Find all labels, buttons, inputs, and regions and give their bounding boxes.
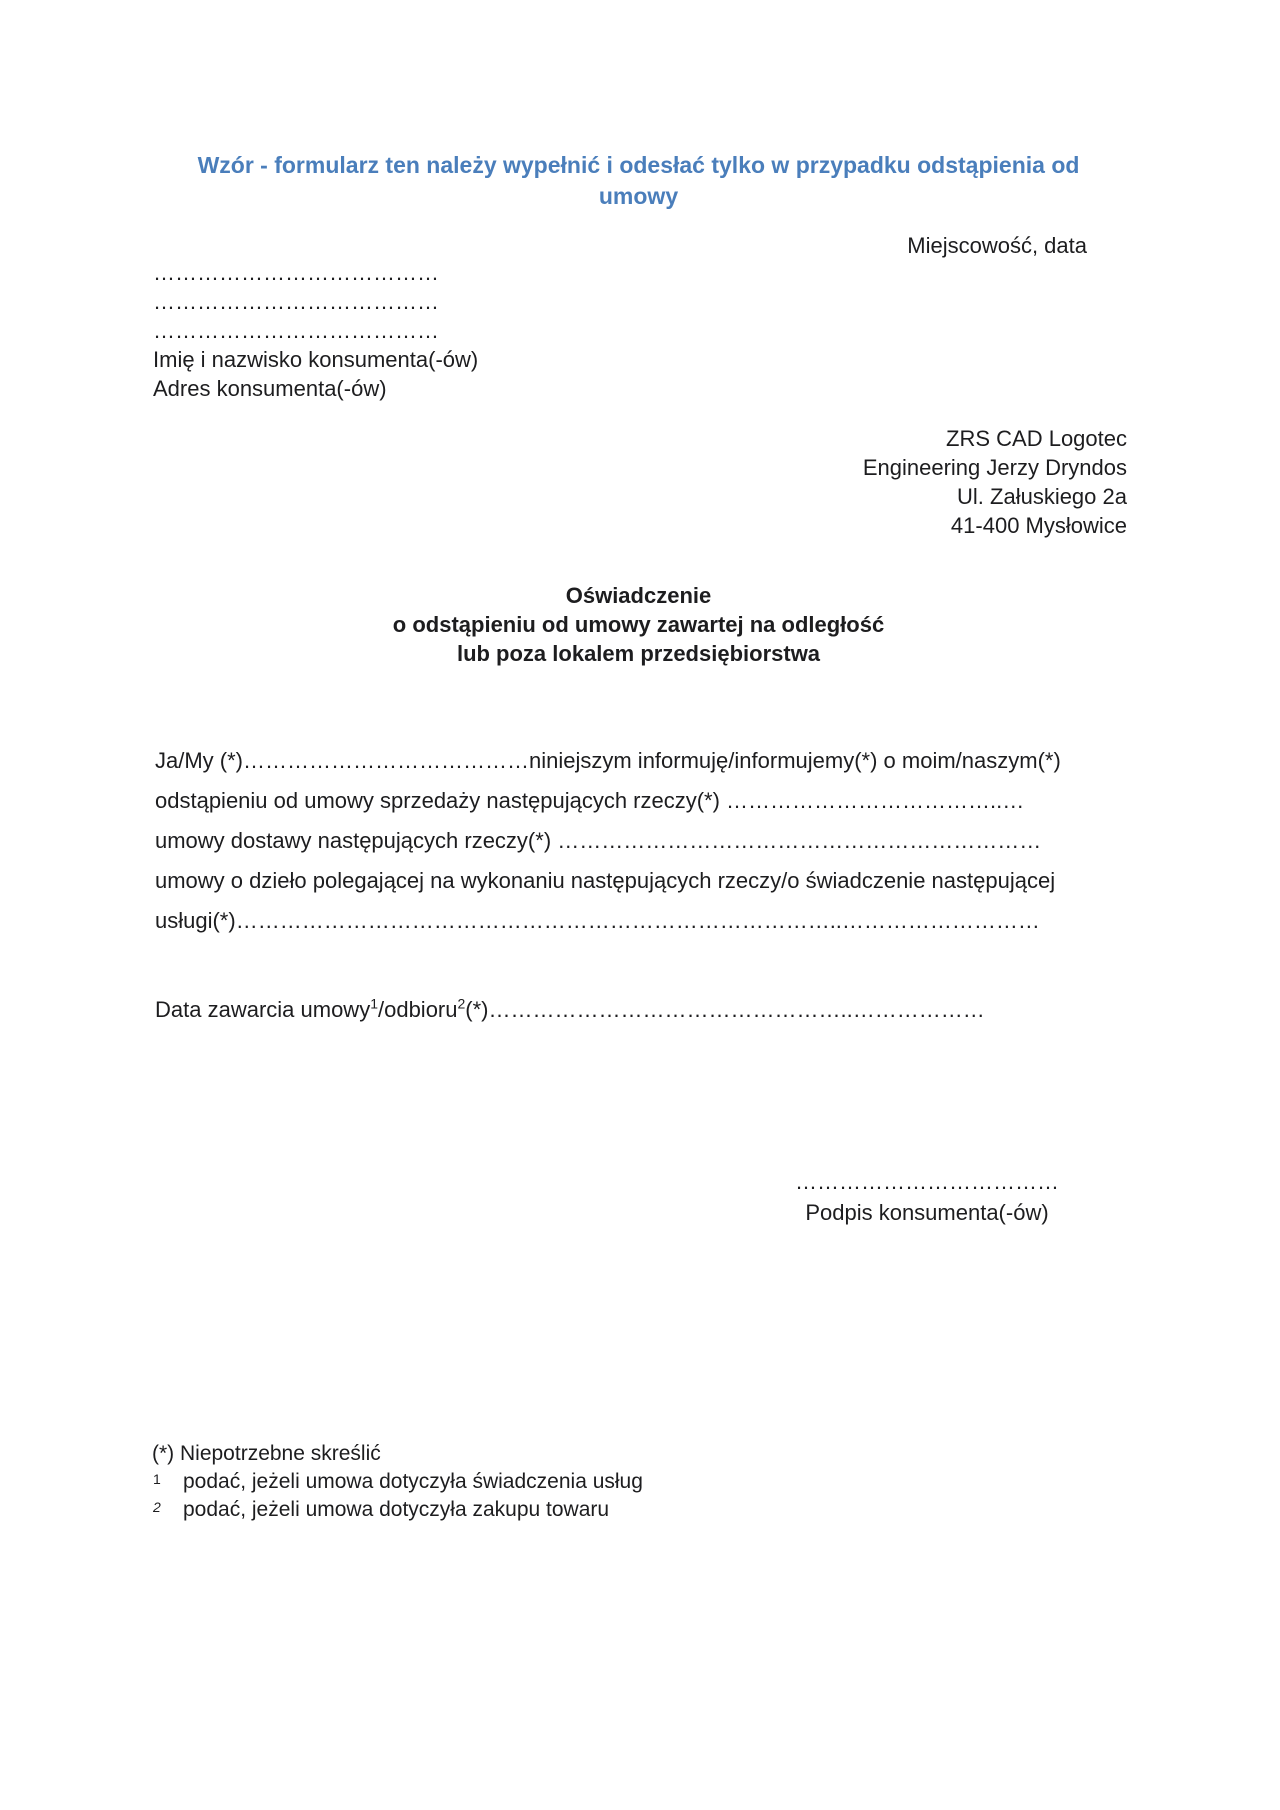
footnote-1-text: podać, jeżeli umowa dotyczyła świadczenia usług bbox=[183, 1470, 643, 1493]
addressee-city: 41-400 Mysłowice bbox=[950, 513, 1127, 538]
footnote-asterisk: (*) Niepotrzebne skreślić bbox=[152, 1442, 381, 1465]
footnote-1-marker: 1 bbox=[153, 1471, 161, 1487]
document-title-line-1: Wzór - formularz ten należy wypełnić i odesłać tylko w przypadku odstąpienia od bbox=[197, 152, 1080, 178]
statement-body-line-5: usługi(*)………………………………………………………………………..……………………… bbox=[155, 908, 1040, 933]
footnote-2 bbox=[152, 1496, 643, 1524]
consumer-dotted-line: ………………………………… bbox=[153, 318, 439, 343]
statement-body-line-1: Ja/My (*)…………………………………niniejszym informuję/informujemy(*) o moim/naszym(*) bbox=[155, 748, 1061, 773]
footnote-2-text: podać, jeżeli umowa dotyczyła zakupu towaru bbox=[183, 1498, 610, 1521]
footnotes bbox=[152, 1440, 643, 1524]
document-title-line-2: umowy bbox=[598, 183, 679, 209]
footnote-2-marker: 2 bbox=[153, 1499, 161, 1515]
consumer-dotted-line: ………………………………… bbox=[153, 289, 439, 314]
signature-block bbox=[761, 1166, 1093, 1228]
consumer-dotted-line: ………………………………… bbox=[153, 260, 439, 285]
consumer-name-label: Imię i nazwisko konsumenta(-ów) bbox=[153, 347, 479, 372]
consumer-address-label: Adres konsumenta(-ów) bbox=[153, 376, 387, 401]
statement-body-line-4: umowy o dzieło polegającej na wykonaniu następujących rzeczy/o świadczenie następującej bbox=[155, 868, 1056, 893]
addressee-street: Ul. Załuskiego 2a bbox=[957, 484, 1127, 509]
place-date-label: Miejscowość, data bbox=[907, 233, 1087, 258]
statement-heading bbox=[155, 581, 1122, 668]
contract-date-mid: /odbioru bbox=[377, 997, 458, 1022]
signature-label: Podpis konsumenta(-ów) bbox=[805, 1200, 1049, 1225]
statement-heading-line-2: o odstąpieniu od umowy zawartej na odległość bbox=[392, 612, 885, 637]
statement-heading-line-3: lub poza lokalem przedsiębiorstwa bbox=[456, 641, 821, 666]
footnote-ref-2: 2 bbox=[457, 995, 466, 1012]
footnote-1 bbox=[152, 1468, 643, 1496]
addressee-company-line-1: ZRS CAD Logotec bbox=[946, 426, 1127, 451]
statement-body-line-2: odstąpieniu od umowy sprzedaży następujących rzeczy(*) ………………………………..… bbox=[155, 788, 1025, 813]
addressee-block bbox=[863, 424, 1127, 540]
statement-body bbox=[155, 741, 1145, 941]
contract-date-prefix: Data zawarcia umowy bbox=[155, 997, 371, 1022]
statement-body-line-3: umowy dostawy następujących rzeczy(*) ………………………………………………………… bbox=[155, 828, 1042, 853]
footnote-ref-1: 1 bbox=[370, 995, 378, 1012]
contract-date-line bbox=[155, 990, 985, 1030]
consumer-block bbox=[153, 258, 478, 403]
signature-dotted-line: ……………………………… bbox=[795, 1169, 1059, 1194]
addressee-company-line-2: Engineering Jerzy Dryndos bbox=[862, 455, 1127, 480]
document-title bbox=[155, 150, 1122, 212]
contract-date-suffix: (*)…………………………………………..……………… bbox=[465, 997, 985, 1022]
statement-heading-line-1: Oświadczenie bbox=[565, 583, 712, 608]
